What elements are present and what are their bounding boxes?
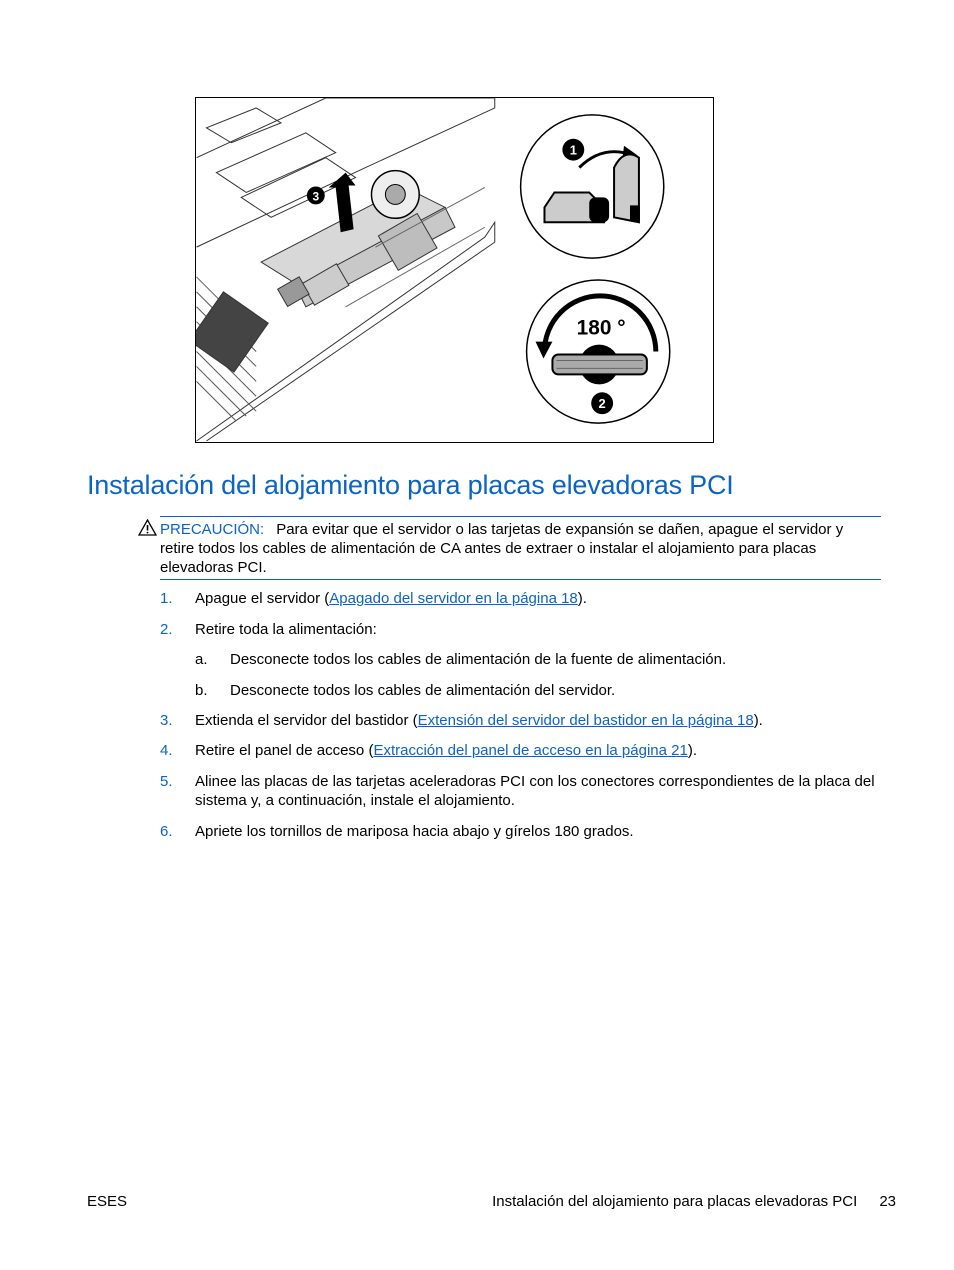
step-5 — [160, 772, 881, 810]
footer-left: ESES — [87, 1193, 128, 1210]
step-text-end: ). — [753, 712, 763, 729]
riser-cage-illustration — [195, 97, 714, 443]
rotation-label: 180 ° — [576, 316, 626, 340]
step-number: 6. — [160, 823, 173, 840]
step-6 — [160, 822, 881, 841]
step-text-end: ). — [687, 742, 697, 759]
step-3 — [160, 711, 881, 730]
substep-letter: b. — [195, 682, 208, 699]
step-1 — [160, 589, 881, 608]
link-extraccion-panel[interactable]: Extracción del panel de acceso en la página 21 — [373, 742, 688, 759]
page-number: 23 — [879, 1193, 896, 1210]
substep-letter: a. — [195, 651, 208, 668]
step-text: Apague el servidor ( — [195, 590, 330, 607]
link-extension-servidor[interactable]: Extensión del servidor del bastidor en la página 18 — [417, 712, 754, 729]
footer-title: Instalación del alojamiento para placas elevadoras PCI — [492, 1193, 858, 1210]
callout-3: 3 — [312, 189, 320, 204]
step-number: 5. — [160, 773, 173, 790]
caution-text: Para evitar que el servidor o las tarjetas de expansión se dañen, apague el servidor y retire todos los cables de alimentación de CA antes de extraer o instalar el alojamiento para placas elevadoras PCI. — [160, 521, 844, 576]
link-apagado-servidor[interactable]: Apagado del servidor en la página 18 — [329, 590, 578, 607]
step-text: Retire el panel de acceso ( — [195, 742, 374, 759]
step-text-end: ). — [577, 590, 587, 607]
step-4 — [160, 741, 881, 760]
caution-notice — [160, 516, 881, 580]
substep-a — [195, 650, 881, 669]
step-text: Extienda el servidor del bastidor ( — [195, 712, 418, 729]
section-heading: Instalación del alojamiento para placas elevadoras PCI — [87, 470, 734, 500]
caution-label: PRECAUCIÓN: — [160, 521, 265, 538]
warning-triangle-icon — [138, 519, 157, 536]
step-text: Retire toda la alimentación: — [195, 621, 377, 638]
substep-b — [195, 681, 881, 700]
callout-1: 1 — [569, 142, 577, 158]
step-text: Alinee las placas de las tarjetas aceleradoras PCI con los conectores correspondientes de la placa del sistema y, a continuación, instale el alojamiento. — [195, 773, 875, 809]
server-diagram — [196, 98, 713, 442]
step-number: 4. — [160, 742, 173, 759]
substep-text: Desconecte todos los cables de alimentación de la fuente de alimentación. — [230, 651, 727, 668]
step-number: 3. — [160, 712, 173, 729]
callout-2: 2 — [598, 396, 606, 412]
step-number: 2. — [160, 621, 173, 638]
footer-right — [492, 1192, 896, 1211]
step-2 — [160, 620, 881, 639]
step-text: Apriete los tornillos de mariposa hacia abajo y gírelos 180 grados. — [195, 823, 634, 840]
step-number: 1. — [160, 590, 173, 607]
substep-text: Desconecte todos los cables de alimentación del servidor. — [230, 682, 616, 699]
